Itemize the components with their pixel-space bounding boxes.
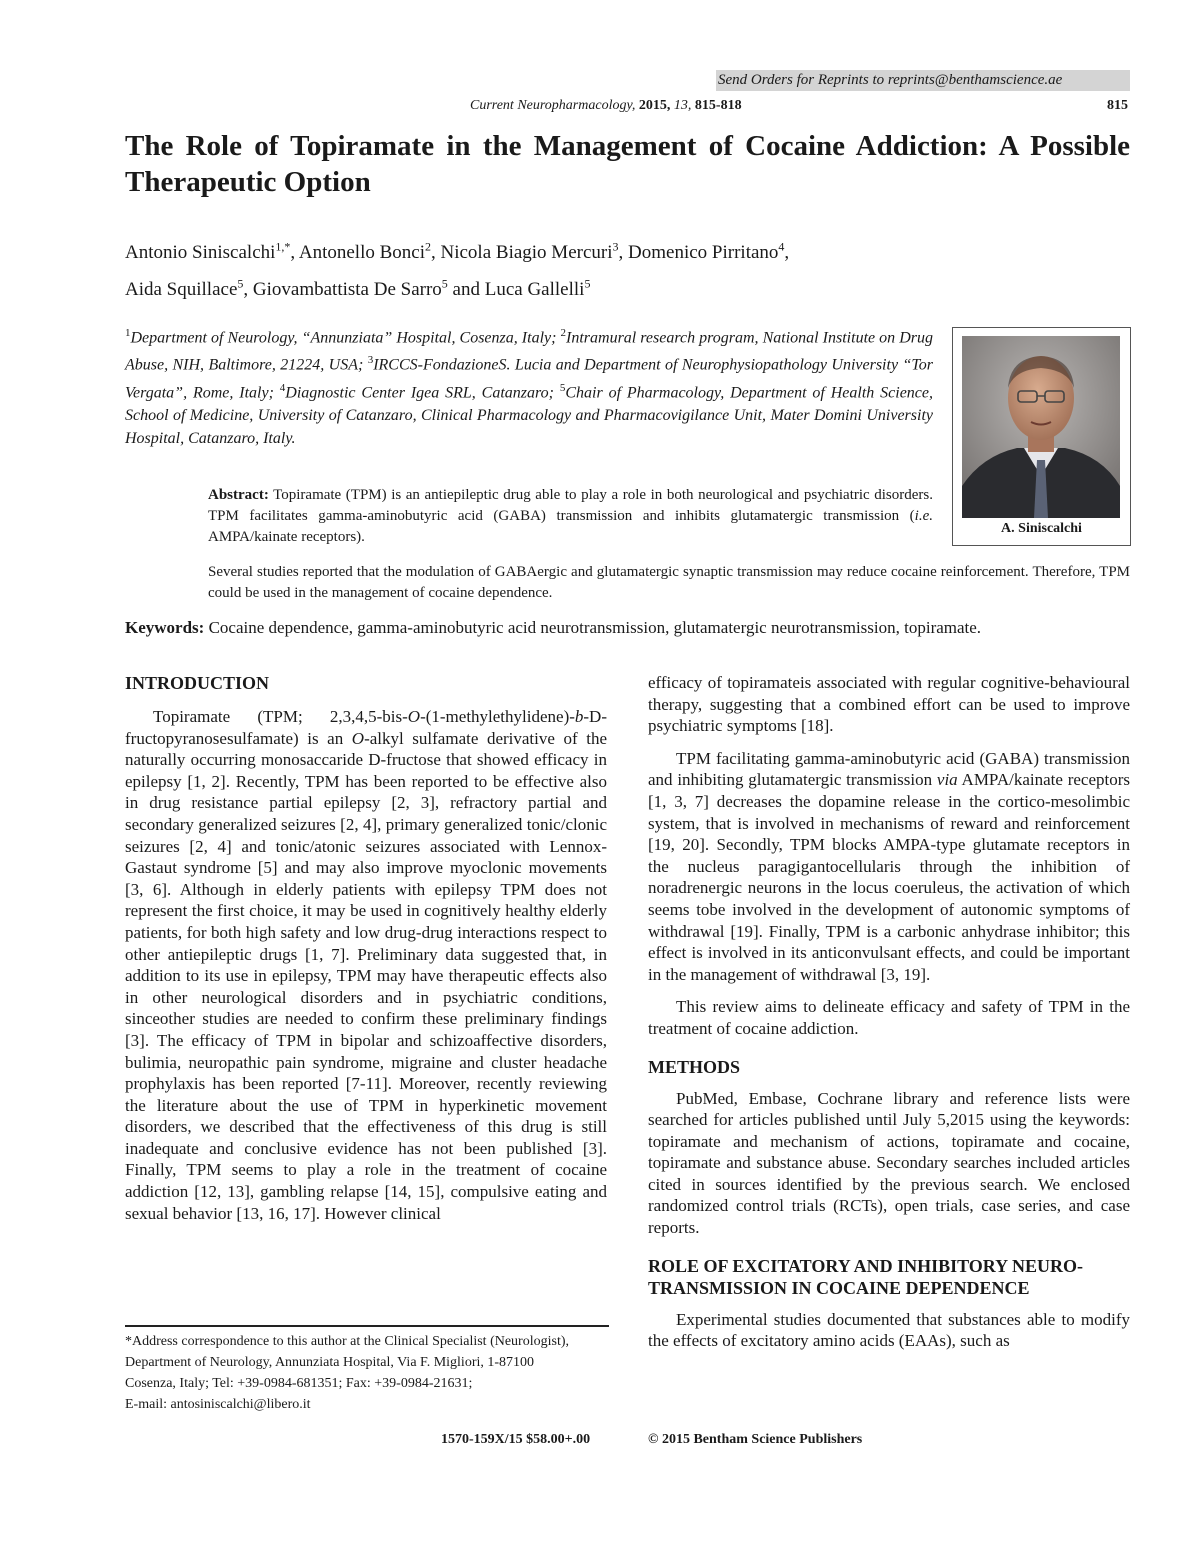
- role-paragraph: Experimental studies documented that substances able to modify the effects of excitatory amino acids (EAAs), such as: [648, 1309, 1130, 1351]
- page-number: 815: [1107, 98, 1128, 113]
- footnote-rule: [125, 1325, 609, 1327]
- correspondence-footnote: *Address correspondence to this author at the Clinical Specialist (Neurologist), Department of Neurology, Annunziata Hospital, Via F. Migliori, 1-87100 Cosenza, Italy; Tel: +39-0984-681351; Fax: +39-0984-21631; E-mail: antosiniscalchi@libero.it: [125, 1334, 570, 1412]
- keywords: Keywords: Cocaine dependence, gamma-aminobutyric acid neurotransmission, glutamatergic neurotransmission, topiramate.: [125, 618, 982, 637]
- abstract-label: Abstract:: [208, 487, 269, 503]
- abstract: Abstract: Topiramate (TPM) is an antiepileptic drug able to play a role in both neurological and psychiatric disorders. TPM facilitates gamma-aminobutyric acid (GABA) transmission and inhibits glutamatergic transmission (i.e. AMPA/kainate receptors).: [208, 487, 933, 545]
- author-photo-box: [952, 327, 1131, 546]
- keywords-label: Keywords:: [125, 618, 205, 637]
- journal-name: Current Neuropharmacology,: [470, 98, 636, 113]
- abstract-paragraph-2: Several studies reported that the modulation of GABAergic and glutamatergic synaptic transmission may reduce cocaine reinforcement. Therefore, TPM could be used in the management of cocaine dependence.: [208, 564, 1130, 601]
- intro-paragraph: Topiramate (TPM; 2,3,4,5-bis-O-(1-methylethylidene)-b-D-fructopyranosesulfamate) is an O-alkyl sulfamate derivative of the naturally occurring monosaccaride D-fructose that showed efficacy in epilepsy [1, 2]. Recently, TPM has been reported to be effective also in drug resistance partial epilepsy [2, 3], refractory partial and secondary generalized seizures [2, 4], primary generalized tonic/clonic seizures [2, 4] and tonic/atonic seizures associated with Lennox- Gastaut syndrome [5] and may also improve myoclonic movements [3, 6]. Although in elderly patients with epilepsy TPM does not represent the first choice, it may be used in cognitively healthy elderly patients, for both high safety and low drug-drug interactions respect to other antiepileptic drugs [1, 7]. Preliminary data suggested that, in addition to its use in epilepsy, TPM may have therapeutic effects also in other neurological disorders and in psychiatric conditions, sinceother studies are needed to confirm these preliminary findings [3]. The efficacy of TPM in bipolar and schizoaffective disorders, bulimia, neuropathic pain syndrome, migraine and cluster headache prophylaxis has been reported [7-11]. Moreover, recently reviewing the literature about the use of TPM in hyperkinetic movement disorders, we described that the effectiveness of this drug is still inadequate and conclusive evidence has not been published [3]. Finally, TPM seems to play a role in the treatment of cocaine addiction [12, 13], gambling relapse [14, 15], compulsive eating and sexual behavior [13, 16, 17]. However clinical: [125, 707, 607, 1223]
- author: Domenico Pirritano$^4$,: [628, 240, 790, 264]
- journal-volume: 13,: [673, 98, 692, 113]
- methods-paragraph: PubMed, Embase, Cochrane library and reference lists were searched for articles published until July 5,2015 using the keywords: topiramate and mechanism of actions, topiramate and cocaine, topiramate and substance abuse. Secondary searches included articles cited in sources identified by the previous search. We enclosed randomized control trials (RCTs), open trials, case series, and case reports.: [648, 1088, 1130, 1238]
- paragraph-aim: This review aims to delineate efficacy and safety of TPM in the treatment of cocaine addiction.: [648, 997, 1130, 1038]
- paragraph-continued: efficacy of topiramateis associated with regular cognitive-behavioural therapy, suggesting that a combined effort can be used to improve psychiatric symptoms [18].: [648, 673, 1130, 736]
- author: Antonello Bonci$^2$,: [298, 240, 441, 264]
- section-heading-introduction: INTRODUCTION: [125, 673, 270, 693]
- journal-pages: 815-818: [694, 98, 742, 113]
- author: Luca Gallelli$^5$: [484, 276, 591, 300]
- journal-year: 2015,: [638, 98, 671, 113]
- reprint-notice: Send Orders for Reprints to reprints@benthamscience.ae: [716, 70, 1130, 91]
- author: Giovambattista De Sarro$^5$ and: [252, 276, 485, 300]
- photo-caption: A. Siniscalchi: [1001, 521, 1082, 536]
- paragraph-mechanism: TPM facilitating gamma-aminobutyric acid (GABA) transmission and inhibiting glutamatergic transmission via AMPA/kainate receptors [1, 3, 7] decreases the dopamine release in the cortico-mesolimbic system, that is involved in mechanisms of reward and reinforcement [19, 20]. Secondly, TPM blocks AMPA-type glutamate receptors in the nucleus paragigantocellularis through the inhibition of noradrenergic neurons in the locus coeruleus, the activation of which seems tobe involved in the development of autonomic symptoms of withdrawal [19]. Finally, TPM is a carbonic anhydrase inhibitor; this effect is involved in its anticonvulsant effects, and could be important in the management of withdrawal [3, 19].: [648, 748, 1130, 984]
- journal-citation: [470, 98, 742, 114]
- section-heading-methods: METHODS: [648, 1056, 741, 1077]
- author: Aida Squillace$^5$,: [125, 276, 253, 300]
- author: Nicola Biagio Mercuri$^3$,: [440, 240, 629, 264]
- author: Antonio Siniscalchi$^{1,*}$,: [125, 240, 299, 264]
- copyright: © 2015 Bentham Science Publishers: [648, 1432, 863, 1447]
- article-title: The Role of Topiramate in the Management of Cocaine Addiction: A Possible Therapeutic Option: [125, 130, 1130, 198]
- author-photo: [962, 336, 1120, 518]
- affiliations: $^1$Department of Neurology, “Annunziata” Hospital, Cosenza, Italy; $^2$Intramural research program, National Institute on Drug Abuse, NIH, Baltimore, 21224, USA; $^3$IRCCS-FondazioneS. Lucia and Department of Neurophysiopathology University “Tor Vergata”, Rome, Italy; $^4$Diagnostic Center Igea SRL, Catanzaro; $^5$Chair of Pharmacology, Department of Health Science, School of Medicine, University of Catanzaro, Clinical Pharmacology and Pharmacovigilance Unit, Mater Domini University Hospital, Catanzaro, Italy.: [125, 327, 934, 447]
- section-heading-role: ROLE OF EXCITATORY AND INHIBITORY NEURO-TRANSMISSION IN COCAINE DEPENDENCE: [648, 1255, 1083, 1298]
- issn-price: 1570-159X/15 $58.00+.00: [441, 1432, 591, 1447]
- right-column: [648, 672, 1130, 1352]
- author-list: [125, 232, 985, 305]
- left-column: [125, 672, 607, 1224]
